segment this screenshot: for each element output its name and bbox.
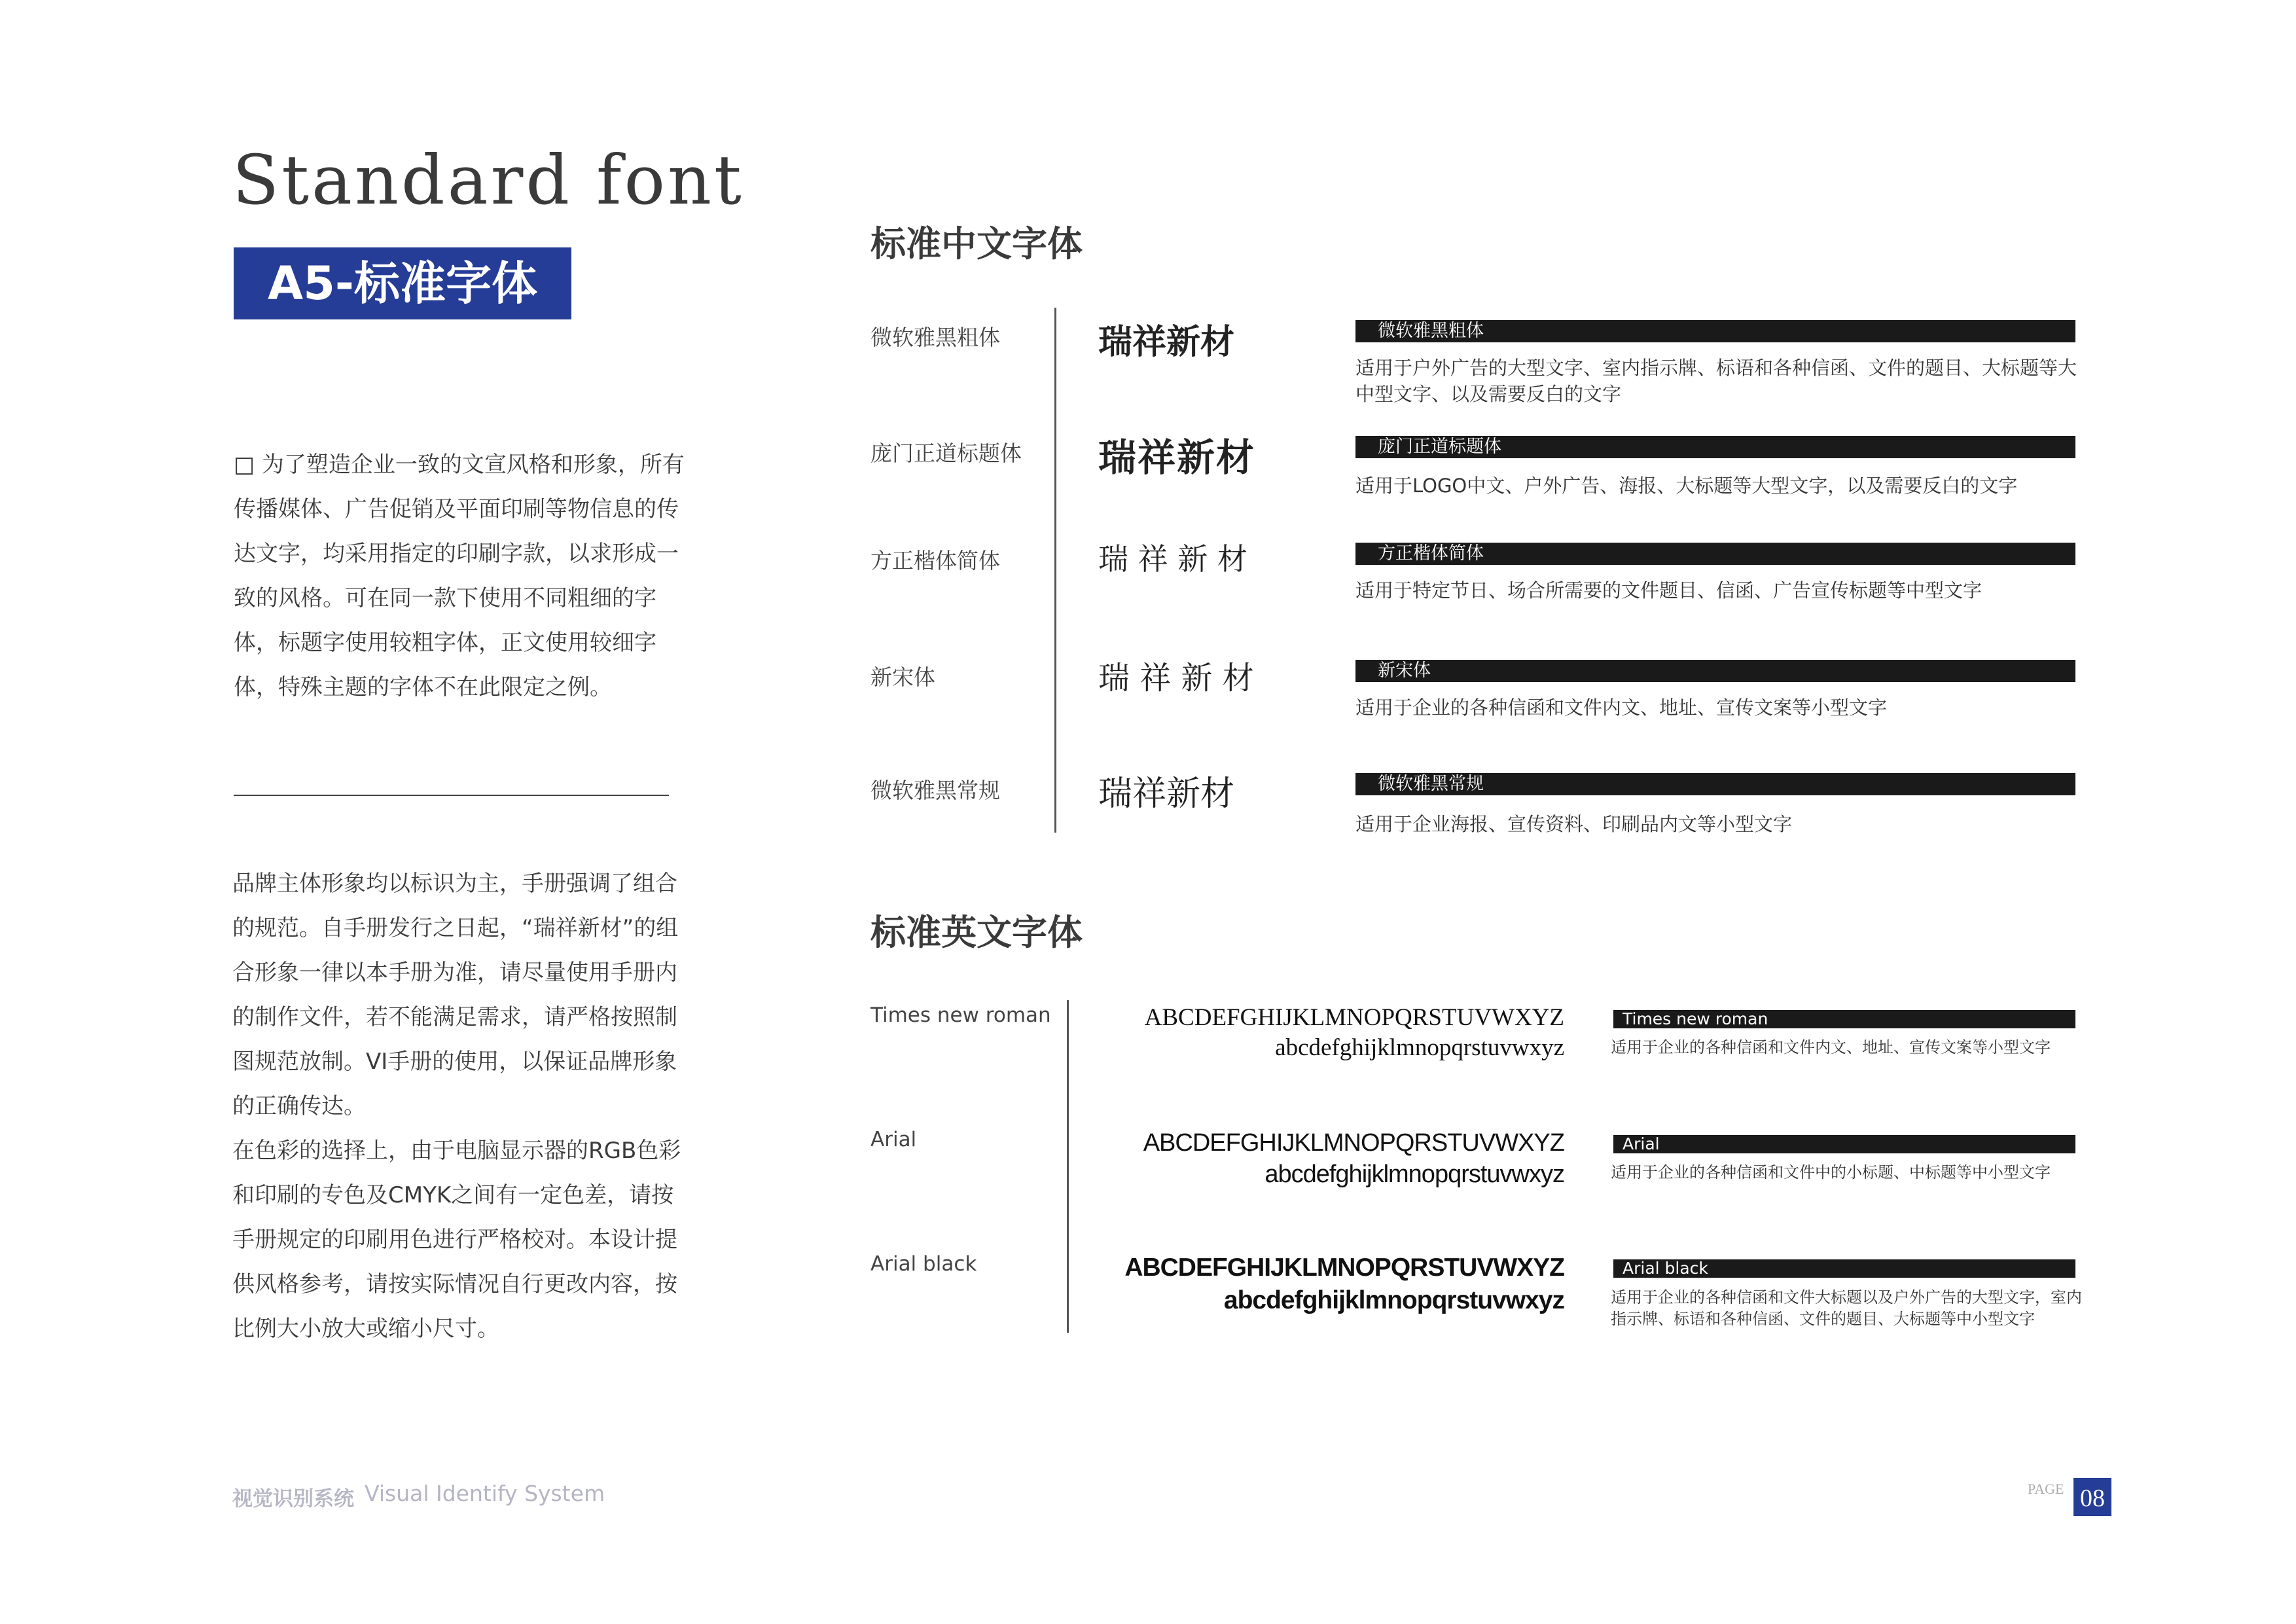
- en-font-sample-lower: abcdefghijklmnopqrstuvwxyz: [1223, 1286, 1564, 1314]
- intro-paragraph: □ 为了塑造企业一致的文宣风格和形象，所有传播媒体、广告促销及平面印刷等物信息的传达文字，均采用指定的印刷字款，以求形成一致的风格。可在同一款下使用不同粗细的字体，标题字使用较粗字体，正文使用较细字体，特殊主题的字体不在此限定之例。: [234, 452, 685, 700]
- cn-font-bar: 微软雅黑粗体: [1355, 320, 2075, 342]
- en-font-bar: Times new roman: [1613, 1010, 2075, 1028]
- cn-font-sample: 瑞祥新材: [1098, 323, 1235, 362]
- chinese-fonts-title: 标准中文字体: [870, 223, 1083, 264]
- brand-paragraphs: [232, 861, 691, 1351]
- cn-font-desc: 适用于户外广告的大型文字、室内指示牌、标语和各种信函、文件的题目、大标题等大中型文字、以及需要反白的文字: [1355, 357, 2077, 405]
- cn-font-sample: 瑞 祥 新 材: [1098, 541, 1247, 577]
- english-fonts-title: 标准英文字体: [870, 912, 1083, 953]
- cn-font-sample: 瑞祥新材: [1098, 774, 1235, 814]
- cn-font-bar: 微软雅黑常规: [1355, 773, 2075, 795]
- cn-font-sample: 瑞祥新材: [1098, 435, 1256, 480]
- footer-system-en: Visual Identify System: [365, 1481, 605, 1506]
- cn-font-bar: 方正楷体简体: [1355, 543, 2075, 565]
- en-font-sample-upper: ABCDEFGHIJKLMNOPQRSTUVWXYZ: [1144, 1004, 1564, 1031]
- en-font-desc: 适用于企业的各种信函和文件内文、地址、宣传文案等小型文字: [1611, 1038, 2051, 1056]
- en-font-label: Arial black: [870, 1252, 977, 1276]
- cn-font-bar: 新宋体: [1355, 660, 2075, 682]
- en-font-label: Arial: [870, 1128, 917, 1151]
- cn-font-label: 庞门正道标题体: [870, 441, 1022, 466]
- cn-font-sample: 瑞 祥 新 材: [1098, 660, 1254, 696]
- cn-font-label: 微软雅黑粗体: [870, 325, 1000, 350]
- cn-font-label: 方正楷体简体: [870, 548, 1000, 573]
- en-font-bar: Arial: [1613, 1135, 2075, 1153]
- cn-font-desc: 适用于特定节日、场合所需要的文件题目、信函、广告宣传标题等中型文字: [1355, 579, 1982, 602]
- cn-font-label: 微软雅黑常规: [870, 778, 1000, 803]
- en-font-desc: 适用于企业的各种信函和文件大标题以及户外广告的大型文字，室内指示牌、标语和各种信函、文件的题目、大标题等中小型文字: [1611, 1288, 2082, 1328]
- divider: [234, 795, 669, 796]
- cn-font-label: 新宋体: [870, 664, 935, 690]
- cn-font-desc: 适用于LOGO中文、户外广告、海报、大标题等大型文字，以及需要反白的文字: [1355, 475, 2018, 497]
- page-number: 08: [2073, 1478, 2111, 1516]
- en-font-sample-upper: ABCDEFGHIJKLMNOPQRSTUVWXYZ: [1124, 1254, 1564, 1282]
- en-font-label: Times new roman: [870, 1003, 1051, 1027]
- cn-font-desc: 适用于企业海报、宣传资料、印刷品内文等小型文字: [1355, 813, 1793, 835]
- english-fonts-divider: [1067, 1000, 1069, 1333]
- brand-paragraph-2: 在色彩的选择上，由于电脑显示器的RGB色彩和印刷的专色及CMYK之间有一定色差，请按手册规定的印刷用色进行严格校对。本设计提供风格参考，请按实际情况自行更改内容，按比例大小放大或缩小尺寸。: [232, 1138, 681, 1342]
- cn-font-desc: 适用于企业的各种信函和文件内文、地址、宣传文案等小型文字: [1355, 696, 1888, 719]
- en-font-sample-upper: ABCDEFGHIJKLMNOPQRSTUVWXYZ: [1143, 1129, 1564, 1157]
- page-label: PAGE: [2028, 1481, 2064, 1497]
- en-font-bar: Arial black: [1613, 1259, 2075, 1278]
- brand-paragraph-1: 品牌主体形象均以标识为主，手册强调了组合的规范。自手册发行之日起，“瑞祥新材”的组合形象一律以本手册为准，请尽量使用手册内的制作文件，若不能满足需求，请严格按照制图规范放制。VI手册的使用，以保证品牌形象的正确传达。: [232, 871, 679, 1119]
- en-font-desc: 适用于企业的各种信函和文件中的小标题、中标题等中小型文字: [1611, 1163, 2051, 1182]
- en-font-sample-lower: abcdefghijklmnopqrstuvwxyz: [1265, 1161, 1564, 1188]
- footer-system-cn: 视觉识别系统: [232, 1487, 354, 1511]
- en-font-sample-lower: abcdefghijklmnopqrstuvwxyz: [1275, 1034, 1564, 1061]
- page-title: Standard font: [232, 140, 744, 220]
- section-badge: A5-标准字体: [234, 247, 571, 319]
- chinese-fonts-divider: [1054, 308, 1056, 833]
- cn-font-bar: 庞门正道标题体: [1355, 436, 2075, 458]
